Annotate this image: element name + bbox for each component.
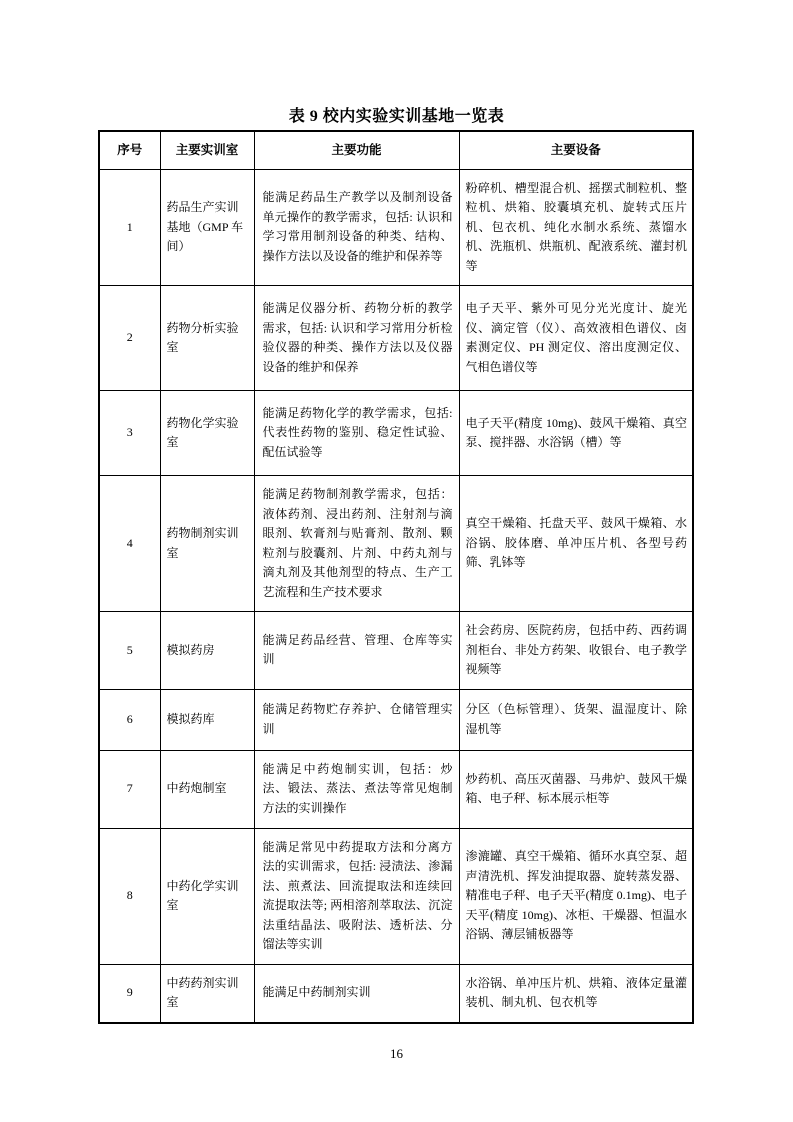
row-number-cell: 1 <box>99 169 160 286</box>
equipment-cell: 电子天平(精度 10mg)、鼓风干燥箱、真空泵、搅拌器、水浴锅（槽）等 <box>459 391 693 476</box>
row-number-cell: 5 <box>99 612 160 690</box>
table-row <box>99 476 693 612</box>
room-cell: 药物化学实验室 <box>160 391 254 476</box>
function-cell: 能满足仪器分析、药物分析的教学需求，包括: 认识和学习常用分析检验仪器的种类、操作方法以及仪器设备的维护和保养 <box>254 286 459 391</box>
room-cell: 药物分析实验室 <box>160 286 254 391</box>
function-cell: 能满足药物贮存养护、仓储管理实训 <box>254 689 459 750</box>
table-row <box>99 612 693 690</box>
equipment-cell: 社会药房、医院药房，包括中药、西药调剂柜台、非处方药架、收银台、电子教学视频等 <box>459 612 693 690</box>
function-cell: 能满足药物制剂教学需求，包括：液体药剂、浸出药剂、注射剂与滴眼剂、软膏剂与贴膏剂、散剂、颗粒剂与胶囊剂、片剂、中药丸剂与滴丸剂及其他剂型的特点、生产工艺流程和生产技术要求 <box>254 476 459 612</box>
table-row <box>99 689 693 750</box>
table-row <box>99 286 693 391</box>
room-cell: 药品生产实训基地（GMP 车间） <box>160 169 254 286</box>
training-bases-table <box>98 130 694 1024</box>
table-body <box>99 169 693 1023</box>
header-cell-number: 序号 <box>99 131 160 169</box>
equipment-cell: 粉碎机、槽型混合机、摇摆式制粒机、整粒机、烘箱、胶囊填充机、旋转式压片机、包衣机、纯化水制水系统、蒸馏水机、洗瓶机、烘瓶机、配液系统、灌封机等 <box>459 169 693 286</box>
table-row <box>99 750 693 828</box>
room-cell: 模拟药库 <box>160 689 254 750</box>
room-cell: 中药化学实训室 <box>160 828 254 964</box>
function-cell: 能满足常见中药提取方法和分离方法的实训需求，包括: 浸渍法、渗漏法、煎煮法、回流提取法和连续回流提取法等; 两相溶剂萃取法、沉淀法重结晶法、吸附法、透析法、分馏法等实训 <box>254 828 459 964</box>
row-number-cell: 2 <box>99 286 160 391</box>
header-row <box>99 131 693 169</box>
header-cell-room: 主要实训室 <box>160 131 254 169</box>
table-row <box>99 169 693 286</box>
function-cell: 能满足药物化学的教学需求，包括: 代表性药物的鉴别、稳定性试验、配伍试验等 <box>254 391 459 476</box>
function-cell: 能满足药品生产教学以及制剂设备单元操作的教学需求，包括: 认识和学习常用制剂设备的种类、结构、操作方法以及设备的维护和保养等 <box>254 169 459 286</box>
row-number-cell: 9 <box>99 964 160 1023</box>
room-cell: 中药炮制室 <box>160 750 254 828</box>
table-title: 表 9 校内实验实训基地一览表 <box>288 108 505 125</box>
equipment-cell: 电子天平、紫外可见分光光度计、旋光仪、滴定管（仪）、高效液相色谱仪、卤素测定仪、PH 测定仪、溶出度测定仪、气相色谱仪等 <box>459 286 693 391</box>
equipment-cell: 分区（色标管理）、货架、温湿度计、除湿机等 <box>459 689 693 750</box>
function-cell: 能满足药品经营、管理、仓库等实训 <box>254 612 459 690</box>
room-cell: 中药药剂实训室 <box>160 964 254 1023</box>
header-cell-equipment: 主要设备 <box>459 131 693 169</box>
header-cell-function: 主要功能 <box>254 131 459 169</box>
room-cell: 药物制剂实训室 <box>160 476 254 612</box>
table-header <box>99 131 693 169</box>
row-number-cell: 8 <box>99 828 160 964</box>
page-number: 16 <box>390 1046 403 1061</box>
row-number-cell: 3 <box>99 391 160 476</box>
equipment-cell: 渗漉罐、真空干燥箱、循环水真空泵、超声清洗机、挥发油提取器、旋转蒸发器、精准电子秤、电子天平(精度 0.1mg)、电子天平(精度 10mg)、冰柜、干燥器、恒温水浴锅、薄层铺板器等 <box>459 828 693 964</box>
equipment-cell: 炒药机、高压灭菌器、马弗炉、鼓风干燥箱、电子秤、标本展示柜等 <box>459 750 693 828</box>
function-cell: 能满足中药炮制实训，包括：炒法、锻法、蒸法、煮法等常见炮制方法的实训操作 <box>254 750 459 828</box>
room-cell: 模拟药房 <box>160 612 254 690</box>
function-cell: 能满足中药制剂实训 <box>254 964 459 1023</box>
row-number-cell: 7 <box>99 750 160 828</box>
equipment-cell: 水浴锅、单冲压片机、烘箱、液体定量灌装机、制丸机、包衣机等 <box>459 964 693 1023</box>
equipment-cell: 真空干燥箱、托盘天平、鼓风干燥箱、水浴锅、胶体磨、单冲压片机、各型号药筛、乳钵等 <box>459 476 693 612</box>
row-number-cell: 4 <box>99 476 160 612</box>
table-row <box>99 964 693 1023</box>
table-row <box>99 828 693 964</box>
row-number-cell: 6 <box>99 689 160 750</box>
table-row <box>99 391 693 476</box>
